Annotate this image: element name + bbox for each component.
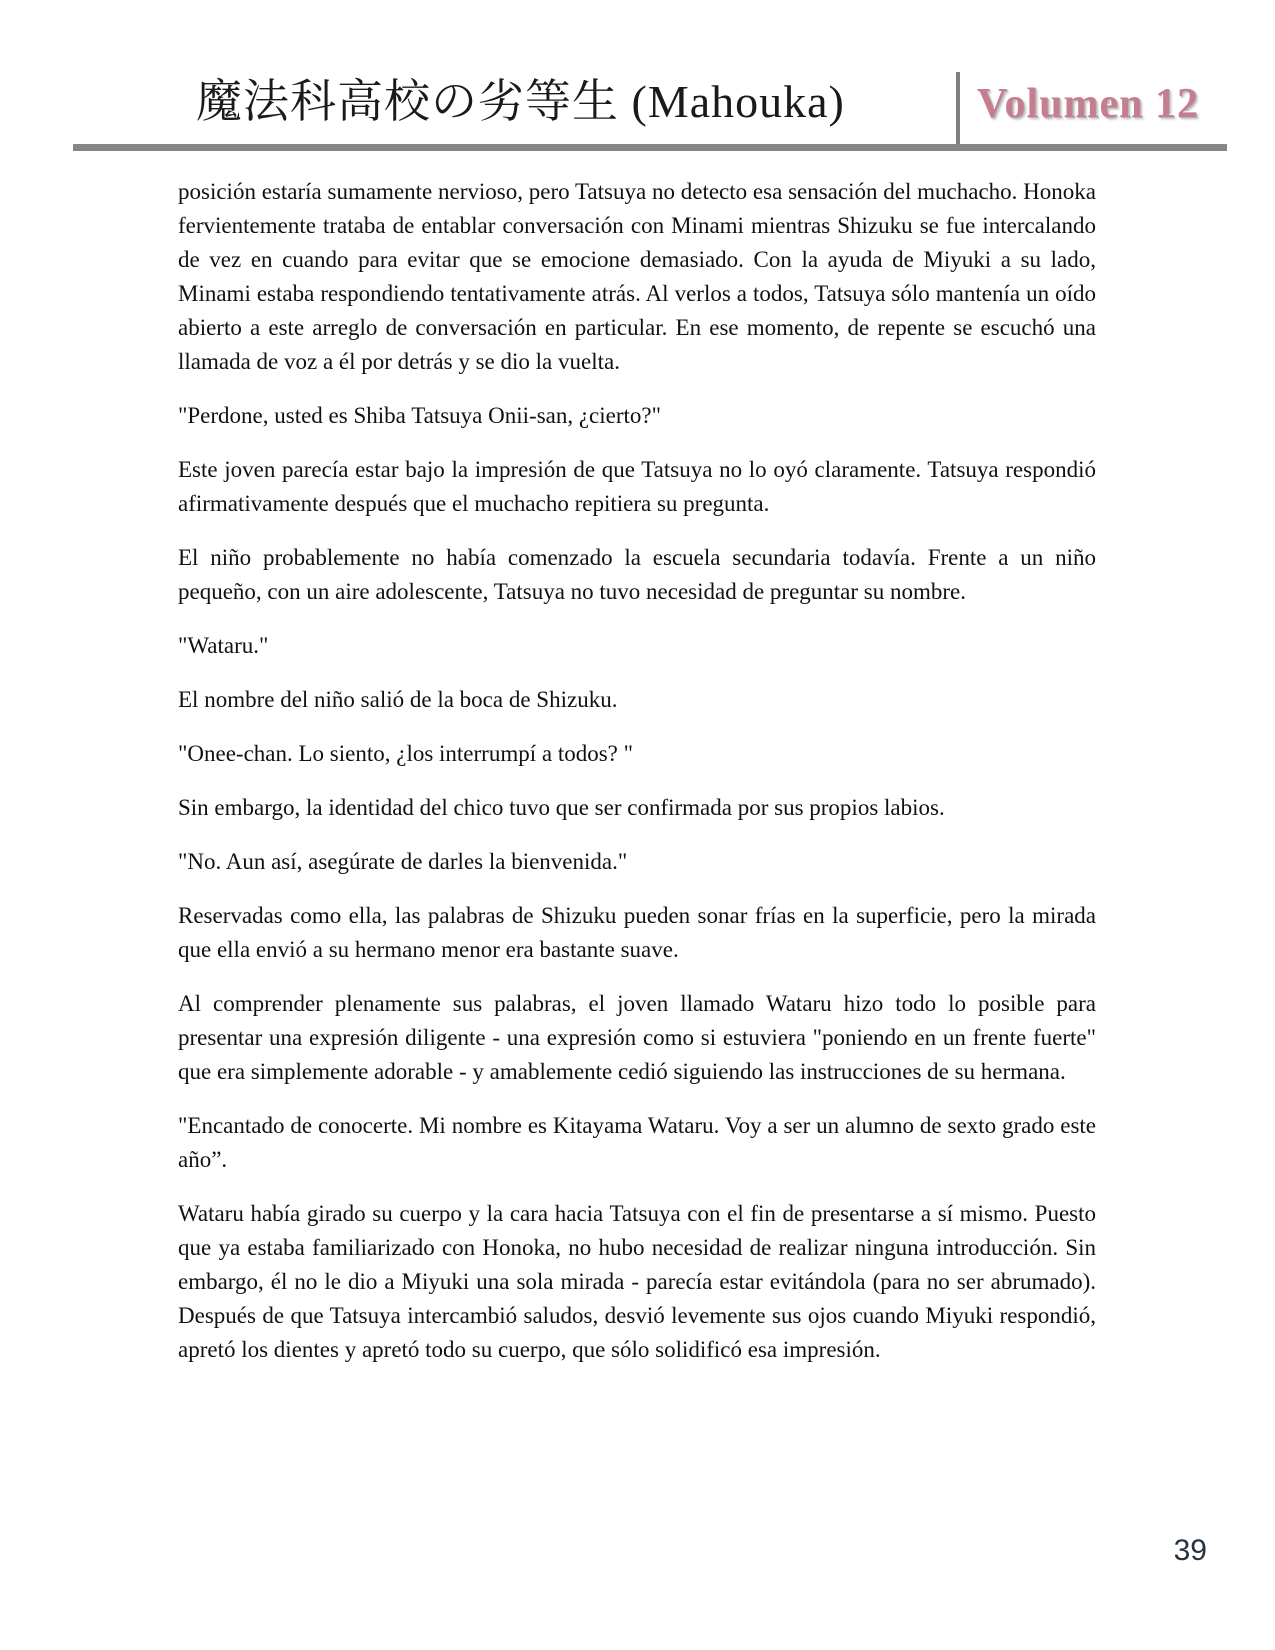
header-divider [956, 72, 960, 151]
volume-label: Volumen 12 [977, 81, 1199, 127]
paragraph: Este joven parecía estar bajo la impresión de que Tatsuya no lo oyó claramente. Tatsuya respondió afirmativamente después que el muchacho repitiera su pregunta. [178, 457, 1096, 516]
paragraph-dialogue: "No. Aun así, asegúrate de darles la bienvenida." [178, 849, 628, 874]
page-number: 39 [1173, 1534, 1207, 1567]
body-text [178, 175, 1096, 1387]
paragraph-dialogue: "Perdone, usted es Shiba Tatsuya Onii-san, ¿cierto?" [178, 403, 662, 428]
paragraph: Reservadas como ella, las palabras de Shizuku pueden sonar frías en la superficie, pero la mirada que ella envió a su hermano menor era bastante suave. [178, 903, 1096, 962]
paragraph-dialogue: "Encantado de conocerte. Mi nombre es Kitayama Wataru. Voy a ser un alumno de sexto grado este año”. [178, 1113, 1096, 1172]
paragraph-dialogue: "Onee-chan. Lo siento, ¿los interrumpí a todos? " [178, 741, 634, 766]
paragraph: Sin embargo, la identidad del chico tuvo que ser confirmada por sus propios labios. [178, 795, 945, 820]
paragraph: El niño probablemente no había comenzado la escuela secundaria todavía. Frente a un niño pequeño, con un aire adolescente, Tatsuya no tuvo necesidad de preguntar su nombre. [178, 545, 1096, 604]
header-rule [73, 144, 1227, 151]
paragraph: El nombre del niño salió de la boca de Shizuku. [178, 687, 618, 712]
paragraph: Wataru había girado su cuerpo y la cara hacia Tatsuya con el fin de presentarse a sí mismo. Puesto que ya estaba familiarizado con Honoka, no hubo necesidad de realizar ninguna introducción. Sin embargo, él no le dio a Miyuki una sola mirada - parecía estar evitándola (para no ser abrumado). Después de que Tatsuya intercambió saludos, desvió levemente sus ojos cuando Miyuki respondió, apretó los dientes y apretó todo su cuerpo, que sólo solidificó esa impresión. [178, 1201, 1096, 1362]
paragraph-dialogue: "Wataru." [178, 633, 269, 658]
paragraph: Al comprender plenamente sus palabras, el joven llamado Wataru hizo todo lo posible para presentar una expresión diligente - una expresión como si estuviera "poniendo en un frente fuerte" que era simplemente adorable - y amablemente cedió siguiendo las instrucciones de su hermana. [178, 991, 1096, 1084]
paragraph: posición estaría sumamente nervioso, pero Tatsuya no detecto esa sensación del muchacho. Honoka fervientemente trataba de entablar conversación con Minami mientras Shizuku se fue intercalando de vez en cuando para evitar que se emocione demasiado. Con la ayuda de Miyuki a su lado, Minami estaba respondiendo tentativamente atrás. Al verlos a todos, Tatsuya sólo mantenía un oído abierto a este arreglo de conversación en particular. En ese momento, de repente se escuchó una llamada de voz a él por detrás y se dio la vuelta. [178, 179, 1096, 374]
document-title: 魔法科高校の劣等生 (Mahouka) [196, 76, 845, 127]
